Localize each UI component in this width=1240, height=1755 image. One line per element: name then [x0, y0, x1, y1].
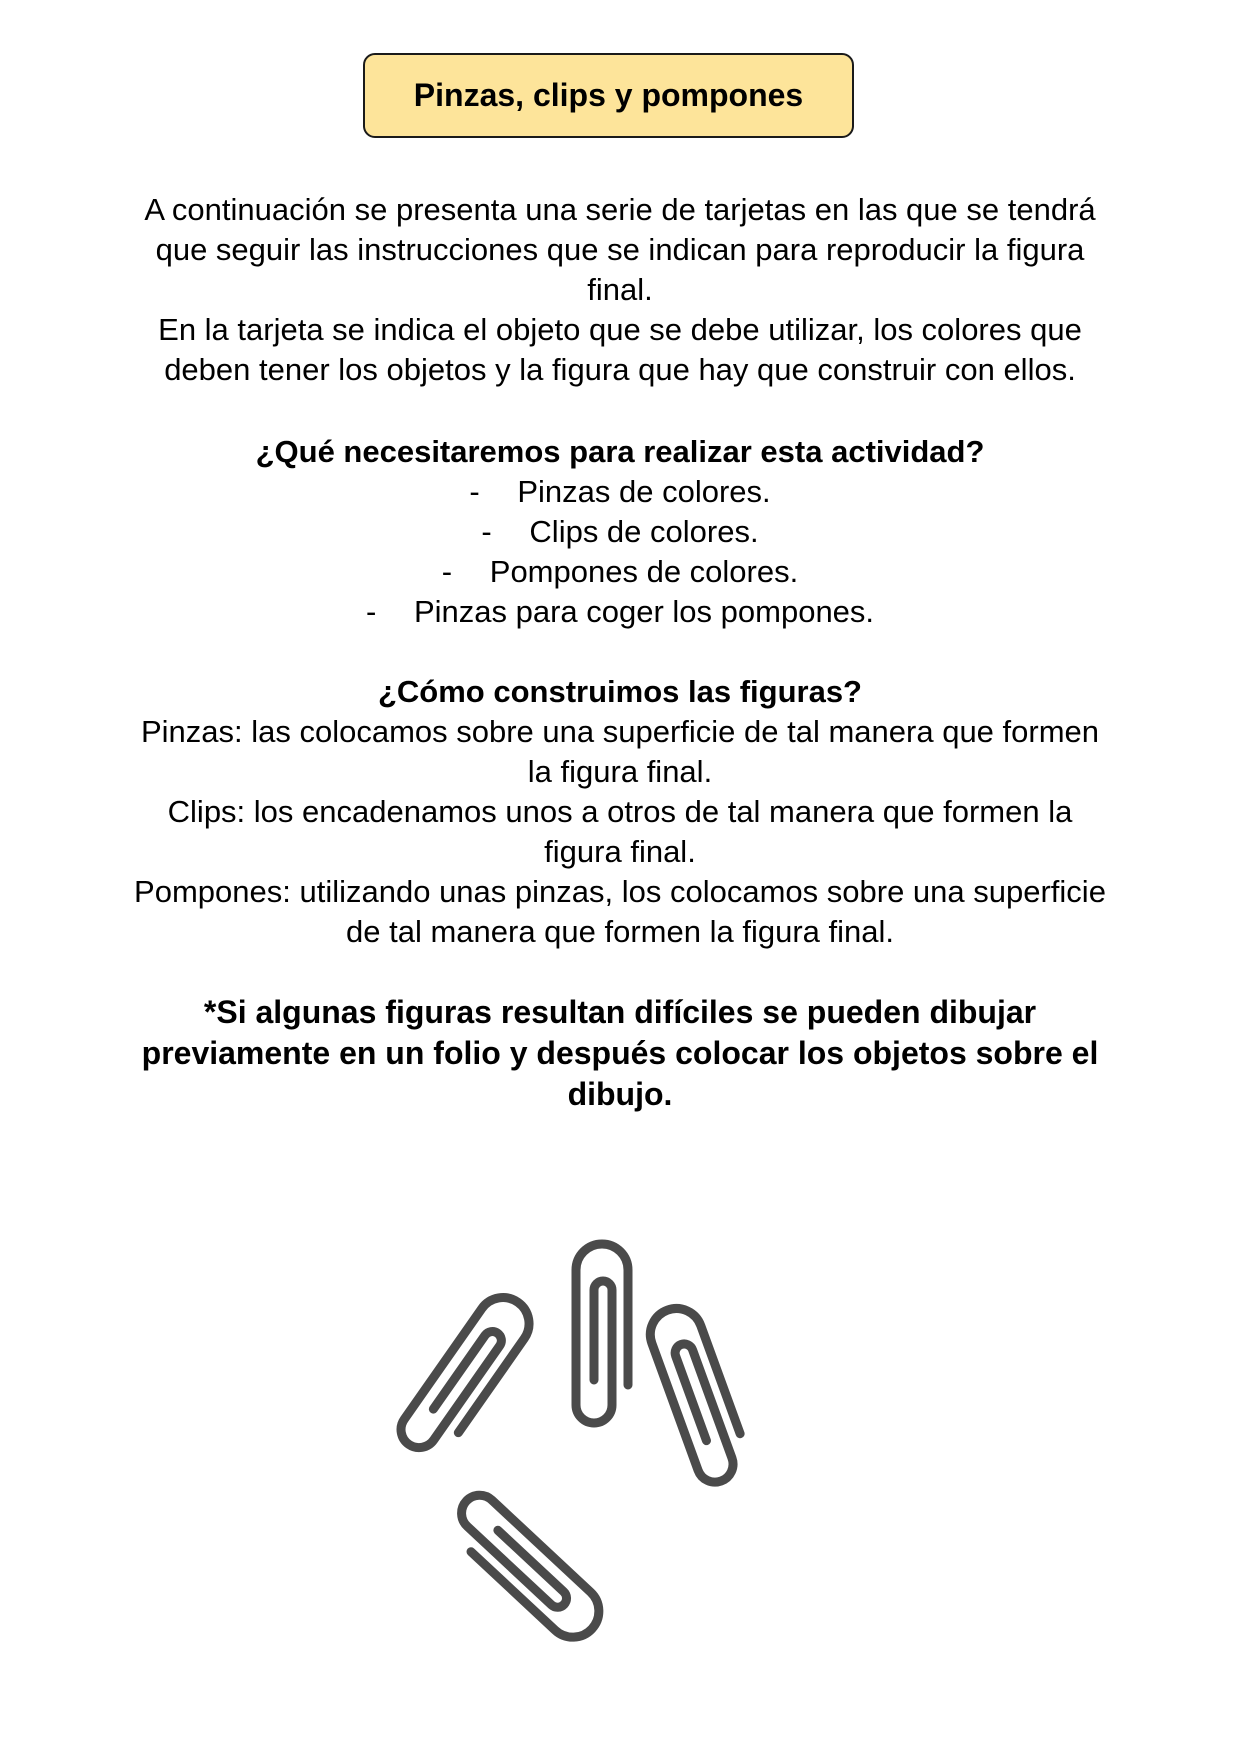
instructions-line: Clips: los encadenamos unos a otros de tal manera que formen la — [167, 794, 1073, 829]
list-item — [90, 472, 1150, 512]
paperclip-icon — [643, 1301, 753, 1487]
bullet-dash: - — [481, 514, 492, 549]
instructions-line: Pompones: utilizando unas pinzas, los colocamos sobre una superficie — [134, 874, 1106, 909]
note-paragraph — [90, 992, 1150, 1115]
list-item-text: Pompones de colores. — [489, 554, 799, 589]
materials-list — [90, 472, 1150, 632]
list-item — [90, 552, 1150, 592]
title-box — [363, 53, 854, 138]
list-item — [90, 592, 1150, 632]
instructions-section — [90, 672, 1150, 952]
bullet-dash: - — [365, 594, 377, 629]
materials-heading: ¿Qué necesitaremos para realizar esta actividad? — [255, 434, 985, 469]
intro-line: que seguir las instrucciones que se indican para reproducir la figura — [155, 232, 1085, 267]
instructions-line: la figura final. — [527, 754, 713, 789]
note-line: *Si algunas figuras resultan difíciles se pueden dibujar — [203, 994, 1037, 1030]
list-item-text: Clips de colores. — [529, 514, 759, 549]
instructions-line: Pinzas: las colocamos sobre una superficie de tal manera que formen — [140, 714, 1100, 749]
paperclip-icon — [443, 1488, 609, 1648]
paperclip-icon — [394, 1287, 539, 1463]
intro-line: A continuación se presenta una serie de tarjetas en las que se tendrá — [144, 192, 1096, 227]
list-item-text: Pinzas para coger los pompones. — [413, 594, 875, 629]
note-line: dibujo. — [567, 1076, 673, 1112]
note-line: previamente en un folio y después colocar los objetos sobre el — [141, 1035, 1099, 1071]
intro-line: En la tarjeta se indica el objeto que se debe utilizar, los colores que — [158, 312, 1082, 347]
page-title: Pinzas, clips y pompones — [413, 77, 804, 113]
instructions-line: de tal manera que formen la figura final. — [346, 914, 894, 949]
instructions-heading: ¿Cómo construimos las figuras? — [377, 674, 862, 709]
list-item — [90, 512, 1150, 552]
materials-section — [90, 432, 1150, 632]
list-item-text: Pinzas de colores. — [517, 474, 771, 509]
paperclips-icon — [380, 1215, 860, 1665]
intro-line: deben tener los objetos y la figura que hay que construir con ellos. — [164, 352, 1076, 387]
instructions-line: figura final. — [544, 834, 696, 869]
paperclip-icon — [576, 1244, 628, 1423]
bullet-dash: - — [469, 474, 480, 509]
bullet-dash: - — [441, 554, 453, 589]
intro-paragraph — [90, 190, 1150, 390]
intro-line: final. — [587, 272, 653, 307]
